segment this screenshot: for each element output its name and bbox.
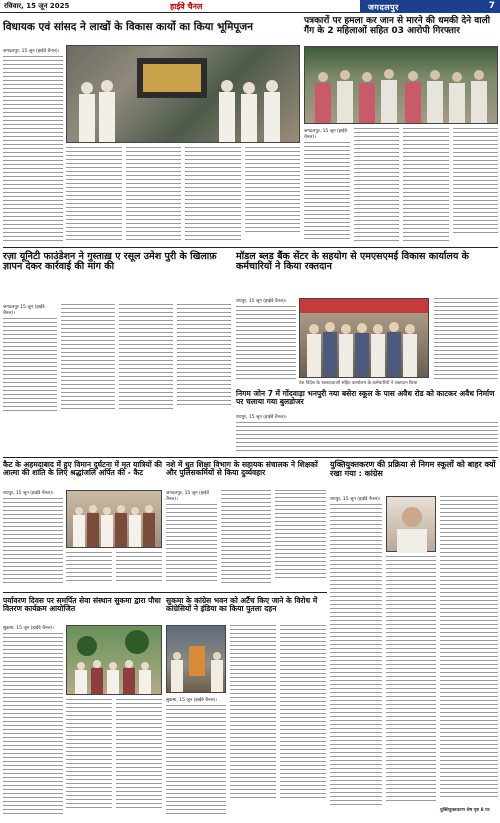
byline-a3: जगदलपुर 15 जून (हाईवे चैनल)। [3,305,45,316]
event-photo-a1 [66,45,300,143]
byline-a10: सुकमा, 15 जून (हाईवे चैनल)। [166,698,217,703]
body-a8-col1 [330,496,382,806]
masthead-city-band [360,0,500,13]
body-a6-col2 [66,552,162,586]
body-a4-col2 [434,298,498,380]
body-a1-cols [66,147,300,243]
divider-row2 [3,457,498,458]
headline-a7: नशे में धुत शिक्षा विभाग के सहायक संचालक ने शिक्षकों और पुलिसकर्मियों से किया दुर्व्यवहार [166,460,318,478]
body-a1-col1 [3,48,63,243]
press-photo-a2 [304,46,498,124]
byline-a9: सुकमा, 15 जून (हाईवे चैनल)। [3,626,54,631]
headline-a2: पत्रकारों पर हमला कर जान से मारने की धमकी देने वाली गैंग के 2 महिलाओं सहित 03 आरोपी गिरफ्तार [304,16,491,36]
body-a10-col2 [230,625,326,815]
issue-date: रविवार, 15 जून 2025 [4,2,70,10]
masthead [0,0,500,13]
headline-a10: सुकमा के कांग्रेस भवन को अर्टैच किए जाने के विरोध में कांग्रेसियों ने इंडिया का किया पुतला दहन [166,596,318,614]
effigy-photo-a10 [166,625,226,693]
divider-row3 [3,592,327,593]
masthead-left [0,0,360,13]
body-a10-col1 [166,697,226,815]
tree-distribution-photo-a9 [66,625,162,695]
body-a7 [166,490,326,586]
body-a6-col1 [3,490,63,586]
body-a5 [236,414,498,454]
headline-a3: रज़ा यूनिटी फाउंडेशन ने गुस्ताख़ ए रसूल उमेश पुरी के खिलाफ़ ज्ञापन देकर कार्रवाई की मांग की [3,251,217,273]
byline-a7: जगदलपुर, 15 जून (हाईवे चैनल)। [166,491,210,502]
headline-a8: युक्तियुक्तकरण की प्रक्रिया से निगम स्कूलों को बाहर क्यों रखा गया : कांग्रेस [330,460,496,478]
divider-row1 [3,247,498,248]
byline-a2: जगदलपुर, 15 जून (हाईवे चैनल)। [304,129,348,140]
byline-a5: रायपुर, 15 जून (हाईवे चैनल)। [236,415,287,420]
headline-a1: विधायक एवं सांसद ने लाखों के विकास कार्यो का किया भूमिपूजन [3,21,253,33]
body-a3 [3,304,231,412]
byline-a1: जगदलपुर, 15 जून (हाईवे चैनल)। [3,49,60,54]
headline-a9: पर्यावरण दिवस पर समर्पित सेवा संस्थान सुकमा द्वारा पौधा वितरण कार्यक्रम आयोजित [3,596,161,614]
tribute-photo-a6 [66,490,162,548]
paper-name: हाईवे चैनल [170,1,203,11]
body-a9-col1 [3,625,63,815]
portrait-a8 [386,496,436,552]
headline-a6: कैट के अहमदाबाद में हुए विमान दुर्घटना में मृत यात्रियों की आत्मा की शांति के लिए श्रद्धांजलि अर्पित की - कैट [3,460,162,478]
byline-a4: रायपुर, 15 जून (हाईवे चैनल)। [236,299,287,304]
body-a8-col3 [440,496,498,806]
blood-donation-photo-a4 [299,298,429,378]
headline-a4: मॉडल ब्लड बैंक सेंटर के सहयोग से एमएसएमई विकास कार्यालय के कर्मचारियों ने किया रक्तदान [236,251,469,273]
byline-a8: रायपुर, 15 जून (हाईवे चैनल)। [330,497,381,502]
edition-city: जगदलपुर [368,3,399,12]
page-number: 7 [488,1,495,11]
body-a9-col2 [66,699,162,815]
body-a4-col1 [236,298,296,380]
body-a8-col2 [386,556,436,806]
body-a2 [304,128,498,243]
byline-a6: रायपुर, 15 जून (हाईवे चैनल)। [3,491,54,496]
continued-note: युक्तियुक्तकरण शेष पृष्ठ 8 पर [440,808,490,813]
caption-a4: देश विदेश के रक्तदाताओं सहित कार्यालय के कर्मचारियों ने रक्तदान किया [299,381,418,386]
headline-a5: निगम जोन 7 में गोंदवाड़ा भनपुरी नया बसेरा स्कूल के पास अवैध रोड को काटकर अवैध निर्माण पर चलाया गया बुलडोजर [236,389,495,407]
